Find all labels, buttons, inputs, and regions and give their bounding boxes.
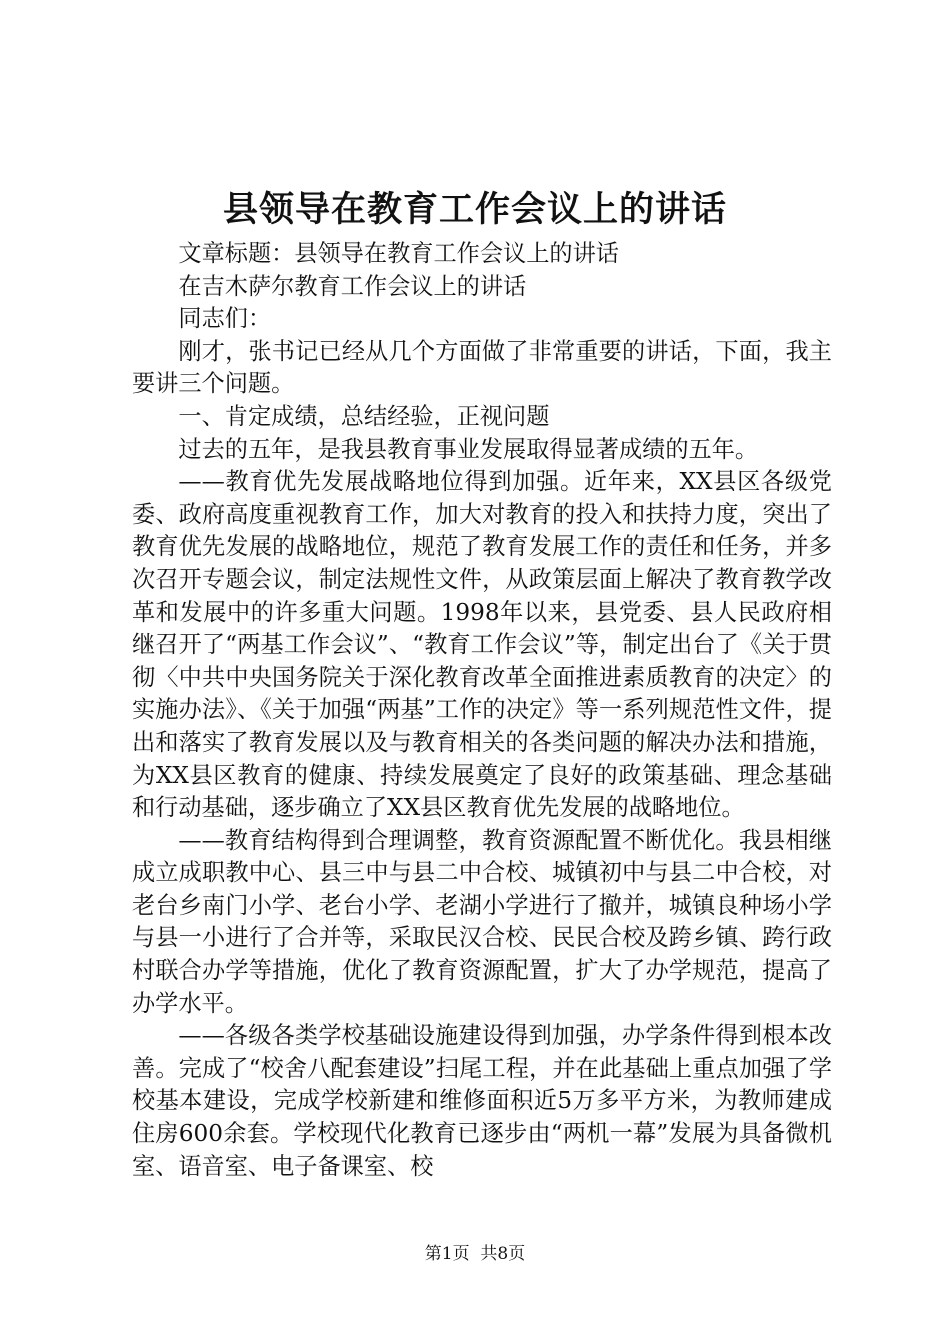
paragraph-strategy: ——教育优先发展战略地位得到加强。近年来，XX县区各级党委、政府高度重视教育工作，加大对教育的投入和扶持力度，突出了教育优先发展的战略地位，规范了教育发展工作的责任和任务，并多次召开专题会议，制定法规性文件，从政策层面上解决了教育教学改革和发展中的许多重大问题。1998年以来，县党委、县人民政府相继召开了“两基工作会议”、“教育工作会议”等，制定出台了《关于贯彻〈中共中央国务院关于深化教育改革全面推进素质教育的决定〉的实施办法》、《关于加强“两基”工作的决定》等一系列规范性文件，提出和落实了教育发展以及与教育相关的各类问题的解决办法和措施，为XX县区教育的健康、持续发展奠定了良好的政策基础、理念基础和行动基础，逐步确立了XX县区教育优先发展的战略地位。 <box>132 468 832 822</box>
section-heading-1: 一、肯定成绩，总结经验，正视问题 <box>178 402 550 430</box>
speech-subtitle: 在吉木萨尔教育工作会议上的讲话 <box>178 272 527 300</box>
salutation: 同志们： <box>178 305 272 333</box>
page-number-footer: 第1页 共8页 <box>424 1244 526 1264</box>
document-body <box>132 238 832 1183</box>
document-title: 县领导在教育工作会议上的讲话 <box>222 189 727 230</box>
article-title-line: 文章标题：县领导在教育工作会议上的讲话 <box>178 240 619 267</box>
intro-paragraph: 刚才，张书记已经从几个方面做了非常重要的讲话，下面，我主要讲三个问题。 <box>132 337 832 398</box>
paragraph-structure: ——教育结构得到合理调整，教育资源配置不断优化。我县相继成立成职教中心、县三中与县二中合校、城镇初中与县二中合校，对老台乡南门小学、老台小学、老湖小学进行了撤并，城镇良种场小学与县一小进行了合并等，采取民汉合校、民民合校及跨乡镇、跨行政村联合办学等措施，优化了教育资源配置，扩大了办学规范，提高了办学水平。 <box>132 826 832 1017</box>
paragraph-past-five-years: 过去的五年，是我县教育事业发展取得显著成绩的五年。 <box>178 435 759 463</box>
paragraph-infrastructure: ——各级各类学校基础设施建设得到加强，办学条件得到根本改善。完成了“校舍八配套建设”扫尾工程，并在此基础上重点加强了学校基本建设，完成学校新建和维修面积近5万多平方米，为教师建成住房600余套。学校现代化教育已逐步由“两机一幕”发展为具备微机室、语音室、电子备课室、校 <box>132 1022 832 1180</box>
